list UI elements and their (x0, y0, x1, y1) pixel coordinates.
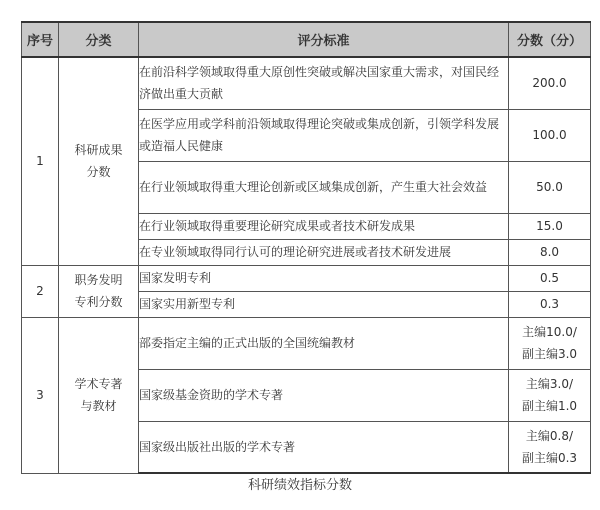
score-line: 副主编3.0 (521, 347, 578, 361)
score-line: 主编10.0/ (522, 325, 577, 339)
table-caption: 科研绩效指标分数 (247, 478, 352, 493)
group-index: 2 (22, 265, 59, 317)
header-category: 分类 (59, 22, 139, 57)
score-cell (509, 317, 591, 369)
score-cell (509, 265, 591, 291)
score-cell (509, 213, 591, 239)
category-line: 职务发明 (74, 273, 123, 287)
group-category (59, 57, 139, 265)
criteria-cell: 国家级出版社出版的学术专著 (139, 421, 509, 473)
score-cell (509, 57, 591, 109)
group-category (59, 265, 139, 317)
table-row (22, 57, 591, 109)
table-row (22, 317, 591, 369)
criteria-cell: 国家实用新型专利 (139, 291, 509, 317)
criteria-cell: 国家级基金资助的学术专著 (139, 369, 509, 421)
header-idx: 序号 (22, 22, 59, 57)
score-cell (509, 109, 591, 161)
table-body (22, 57, 591, 473)
criteria-cell: 在行业领域取得重大理论创新或区域集成创新，产生重大社会效益 (139, 161, 509, 213)
category-line: 科研成果 (74, 143, 123, 158)
category-line: 学术专著 (74, 377, 123, 391)
score-table (21, 21, 591, 474)
category-line: 专利分数 (74, 295, 123, 309)
group-index: 1 (22, 57, 59, 265)
header-score: 分数（分） (509, 22, 591, 57)
score-cell (509, 421, 591, 473)
group-category (59, 317, 139, 473)
score-line: 主编0.8/ (525, 428, 574, 443)
criteria-cell: 在前沿科学领域取得重大原创性突破或解决国家重大需求，对国民经济做出重大贡献 (139, 57, 509, 109)
criteria-cell: 部委指定主编的正式出版的全国统编教材 (139, 317, 509, 369)
header-criteria: 评分标准 (139, 22, 509, 57)
score-line: 副主编1.0 (521, 399, 578, 413)
score-cell (509, 369, 591, 421)
table-header-row (22, 22, 591, 57)
score-line: 100.0 (532, 128, 567, 142)
score-line: 副主编0.3 (521, 450, 578, 465)
table-row (22, 265, 591, 291)
score-line: 0.3 (539, 297, 560, 311)
score-cell (509, 291, 591, 317)
criteria-cell: 在行业领域取得重要理论研究成果或者技术研发成果 (139, 213, 509, 239)
score-line: 15.0 (536, 219, 563, 233)
score-line: 0.5 (539, 271, 560, 285)
score-line: 50.0 (536, 180, 563, 194)
criteria-cell: 国家发明专利 (139, 265, 509, 291)
category-line: 与教材 (80, 399, 117, 413)
score-line: 8.0 (539, 245, 560, 259)
category-line: 分数 (86, 165, 111, 180)
group-index: 3 (22, 317, 59, 473)
score-cell (509, 161, 591, 213)
score-cell (509, 239, 591, 265)
score-line: 200.0 (532, 76, 567, 91)
criteria-cell: 在医学应用或学科前沿领域取得理论突破或集成创新，引领学科发展或造福人民健康 (139, 109, 509, 161)
score-line: 主编3.0/ (525, 377, 574, 391)
criteria-cell: 在专业领域取得同行认可的理论研究进展或者技术研发进展 (139, 239, 509, 265)
